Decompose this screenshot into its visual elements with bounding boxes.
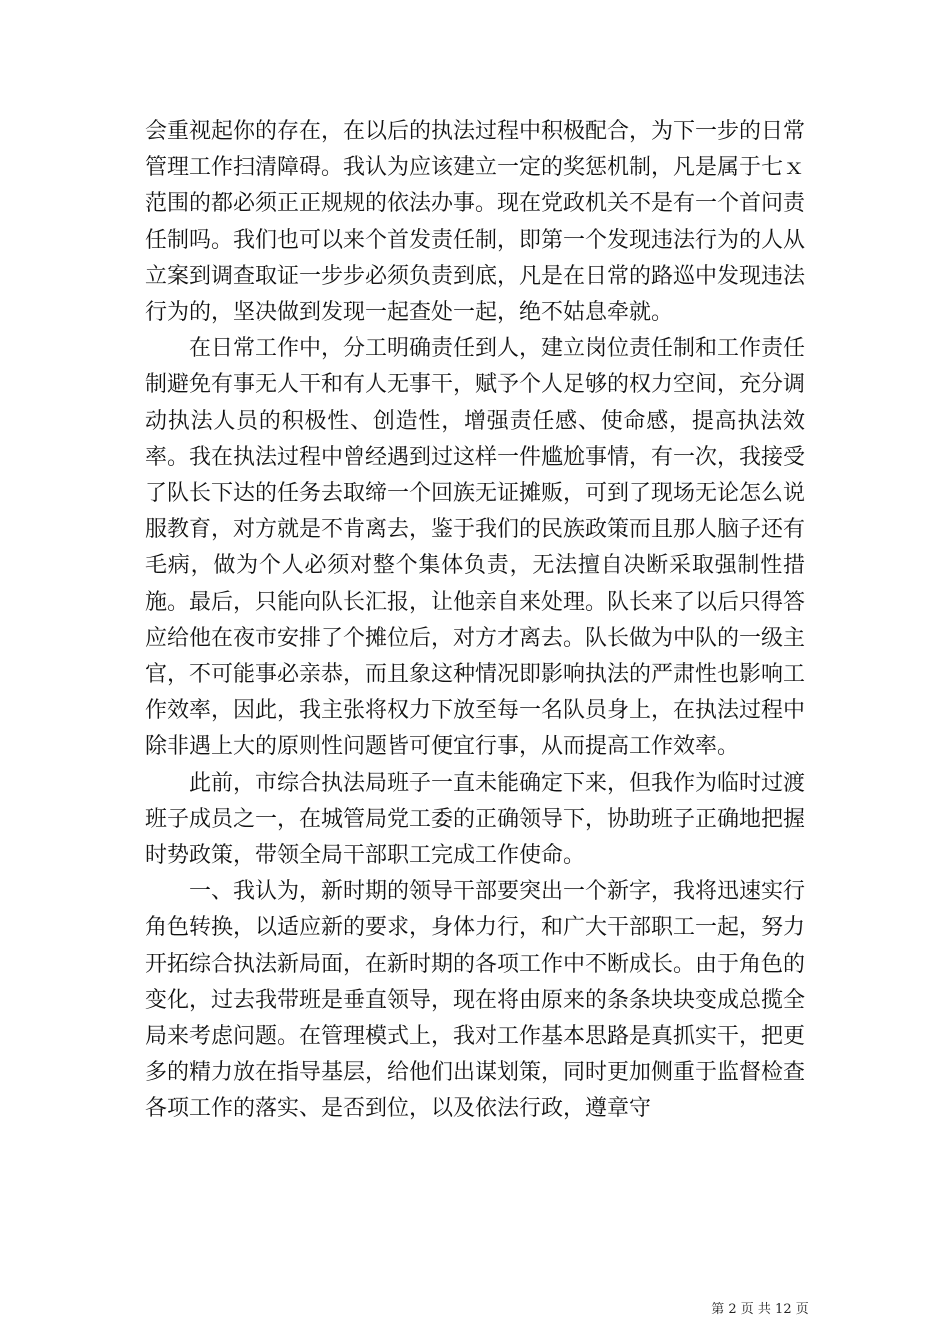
paragraph-1: 会重视起你的存在，在以后的执法过程中积极配合，为下一步的日常管理工作扫清障碍。我认为应该建立一定的奖惩机制，凡是属于七ｘ范围的都必须正正规规的依法办事。现在党政机关不是有一个首问责任制吗。我们也可以来个首发责任制，即第一个发现违法行为的人从立案到调查取证一步步必须负责到底，凡是在日常的路巡中发现违法行为的，坚决做到发现一起查处一起，绝不姑息牵就。 [145,119,806,326]
page-number-footer: 第 2 页 共 12 页 [711,1302,809,1317]
body-text [145,114,805,1128]
paragraph-4: 一、我认为，新时期的领导干部要突出一个新字，我将迅速实行角色转换，以适应新的要求，身体力行，和广大干部职工一起，努力开拓综合执法新局面，在新时期的各项工作中不断成长。由于角色的变化，过去我带班是垂直领导，现在将由原来的条条块块变成总揽全局来考虑问题。在管理模式上，我对工作基本思路是真抓实干，把更多的精力放在指导基层，给他们出谋划策，同时更加侧重于监督检查各项工作的落实、是否到位，以及依法行政，遵章守 [145,879,806,1122]
paragraph-2: 在日常工作中，分工明确责任到人，建立岗位责任制和工作责任制避免有事无人干和有人无事干，赋予个人足够的权力空间，充分调动执法人员的积极性、创造性，增强责任感、使命感，提高执法效率。我在执法过程中曾经遇到过这样一件尴尬事情，有一次，我接受了队长下达的任务去取缔一个回族无证摊贩，可到了现场无论怎么说服教育，对方就是不肯离去，鉴于我们的民族政策而且那人脑子还有毛病，做为个人必须对整个集体负责，无法擅自决断采取强制性措施。最后，只能向队长汇报，让他亲自来处理。队长来了以后只得答应给他在夜市安排了个摊位后，对方才离去。队长做为中队的一级主官，不可能事必亲恭，而且象这种情况即影响执法的严肃性也影响工作效率，因此，我主张将权力下放至每一名队员身上，在执法过程中除非遇上大的原则性问题皆可便宜行事，从而提高工作效率。 [145,336,806,760]
paragraph-3: 此前，市综合执法局班子一直未能确定下来，但我作为临时过渡班子成员之一，在城管局党工委的正确领导下，协助班子正确地把握时势政策，带领全局干部职工完成工作使命。 [145,770,806,869]
